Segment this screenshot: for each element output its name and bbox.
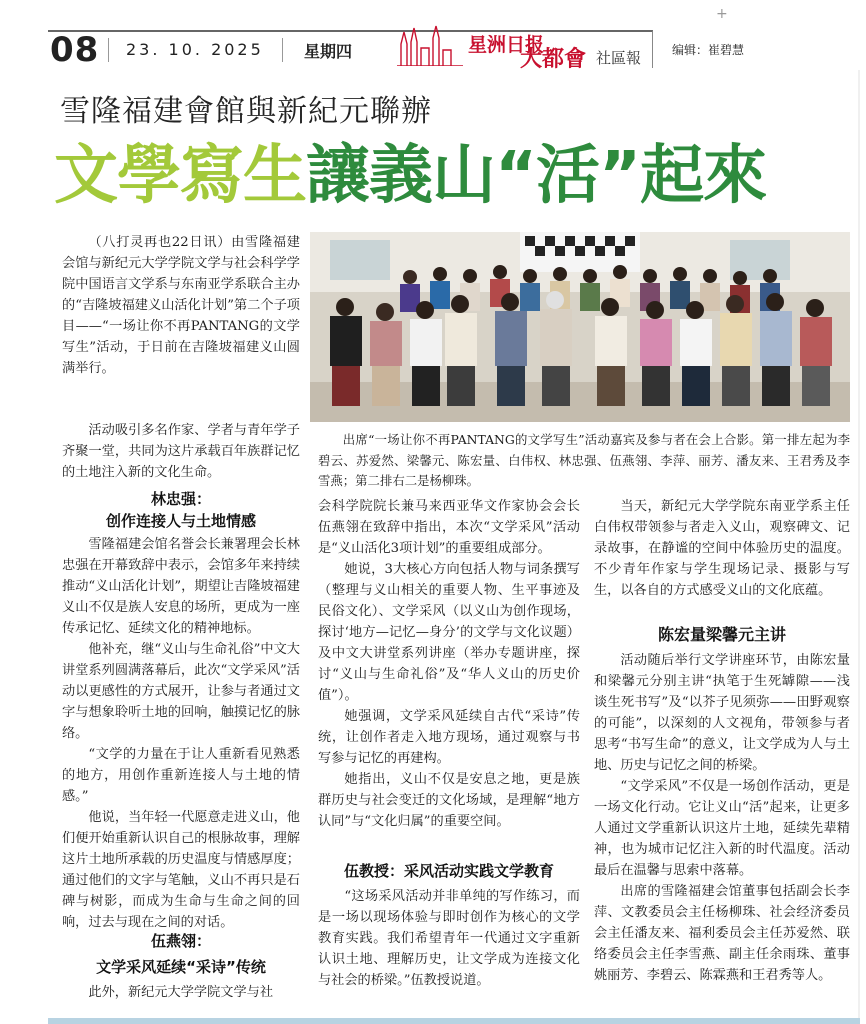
lead-text: （八打灵再也22日讯）由雪隆福建会馆与新纪元大学学院文学与社会科学学院中国语言文学系与东南亚学系联合主办的“吉隆坡福建义山活化计划”第二个子项目——“一场让你不再PANTANG的文学写生”活动，于日前在吉隆坡福建义山圆满举行。 xyxy=(62,235,300,376)
page-edge xyxy=(858,70,860,1020)
title-part-1: 文學寫生 xyxy=(54,139,306,213)
photo-caption: 出席“一场让你不再PANTANG的文学写生”活动嘉宾及参与者在会上合影。第一排左起为李碧云、苏爱然、梁馨元、陈宏量、白伟权、林忠强、伍燕翎、李萍、丽芳、潘友来、王君秀及李雪燕；第二排右二是杨柳珠。 xyxy=(318,432,850,488)
section-body xyxy=(62,982,300,1003)
header-divider xyxy=(108,38,109,62)
lead-paragraph xyxy=(62,232,300,379)
paragraph: 他补充，继“义山与生命礼俗”中文大讲堂系列圆满落幕后，此次“文学采风”活动以更感性的方式展开，让参与者通过文字与想象聆听土地的回响，触摸记忆的脉络。 xyxy=(62,642,300,741)
paragraph: 活动随后举行文学讲座环节，由陈宏量和梁馨元分别主讲“执笔于生死罅隙——浅谈生死书写”及“以芥子见须弥——田野观察的可能”，以深刻的人文视角，带领参与者思考“书写生命”的意义，让文学成为人与土地、历史与记忆之间的桥梁。 xyxy=(594,653,850,773)
paragraph: 她强调，文学采风延续自古代“采诗”传统，让创作者走入地方现场，通过观察与书写参与记忆的再建构。 xyxy=(318,709,580,766)
editor-credit: 编辑：崔碧慧 xyxy=(672,43,745,57)
paragraph: “文学的力量在于让人重新看见熟悉的地方，用创作重新连接人与土地的情感。” xyxy=(62,747,300,804)
page-header xyxy=(0,0,866,70)
column-3-body xyxy=(594,496,850,601)
paragraph: 她指出，义山不仅是安息之地，更是族群历史与社会变迁的文化场域，是理解“地方认同”与“文化归属”的重要空间。 xyxy=(318,772,580,829)
section-suffix: 社區報 xyxy=(596,49,642,67)
paragraph: 她说，3大核心方向包括人物与词条撰写（整理与义山相关的重要人物、生平事迹及民俗文化）、文学采风（以义山为创作现场，探讨‘地方—记忆—身分’的文学与文化议题）及中文大讲堂系列讲座（举办专题讲座，探讨“义山与生命礼俗”及“华人义山的历史价值”）。 xyxy=(318,562,580,703)
section-body xyxy=(62,534,300,933)
section-heading: 文学采风延续“采诗”传统 xyxy=(96,958,266,976)
section-heading: 伍燕翎： xyxy=(150,932,211,950)
article-subtitle: 雪隆福建會館與新紀元聯辦 xyxy=(60,94,432,129)
group-photo xyxy=(310,232,850,422)
paragraph: “这场采风活动并非单纯的写作练习，而是一场以现场体验与即时创作为核心的文学教育实践。我们希望青年一代通过文字重新认识土地、理解历史，让文学成为连接文化与社会的桥梁。”伍教授说道。 xyxy=(318,889,580,988)
paragraph: 他说，当年轻一代愿意走进义山，他们便开始重新认识自己的根脉故事，理解这片土地所承载的历史温度与情感厚度；通过他们的文字与笔触，义山不再只是石碑与树影，而成为生命与生命之间的回响，过去与现在之间的对话。 xyxy=(62,810,300,930)
section-body xyxy=(594,650,850,986)
paragraph: “文学采风”不仅是一场创作活动，更是一场文化行动。它让义山“活”起来，让更多人通过文学重新认识这片土地，延续先辈精神，也为城市记忆注入新的时代温度。活动最后在温馨与思索中落幕。 xyxy=(594,779,850,878)
paragraph: 雪隆福建会馆名誉会长兼署理会长林忠强在开幕致辞中表示，会馆多年来持续推动“义山活化计划”，期望让吉隆坡福建义山不仅是族人安息的场所，更成为一座传承记忆、延续文化的精神地标。 xyxy=(62,537,300,636)
paragraph: 此外，新纪元大学学院文学与社 xyxy=(88,985,274,1000)
paper-logo: 星洲日报 xyxy=(468,34,545,56)
section-heading: 创作连接人与土地情感 xyxy=(105,512,256,530)
issue-date: 23. 10. 2025 xyxy=(126,40,264,59)
intro-paragraph xyxy=(62,420,300,483)
city-skyline-icon xyxy=(395,24,465,66)
paragraph: 会科学院院长兼马来西亚华文作家协会会长伍燕翎在致辞中指出，本次“文学采风”活动是“义山活化3项计划”的重要组成部分。 xyxy=(318,499,580,556)
bottom-color-bar xyxy=(48,1018,860,1024)
article-title xyxy=(54,136,766,216)
section-heading: 林忠强： xyxy=(150,490,211,508)
header-divider xyxy=(282,38,283,62)
section-logo: 大都會 xyxy=(520,47,587,72)
page-number: 08 xyxy=(50,30,100,70)
section-body xyxy=(318,886,580,991)
crosshair-mark: + xyxy=(716,6,728,22)
title-part-2: 讓義山“活”起來 xyxy=(306,139,767,213)
paragraph: 当天，新纪元大学学院东南亚学系主任白伟权带领参与者走入义山，观察碑文、记录故事，在静谧的空间中体验历史的温度。不少青年作家与学生现场记录、摄影与写生，以各自的方式感受义山的文化底蕴。 xyxy=(594,499,850,598)
section-heading: 陈宏量梁馨元主讲 xyxy=(657,625,786,644)
paragraph: 出席的雪隆福建会馆董事包括副会长李萍、文教委员会主任杨柳珠、社会经济委员会主任潘友来、福利委员会主任苏爱然、联络委员会主任李雪燕、副主任余雨珠、董事姚丽芳、李碧云、陈霖燕和王君秀等人。 xyxy=(594,884,850,983)
issue-weekday: 星期四 xyxy=(304,42,353,61)
intro-text: 活动吸引多名作家、学者与青年学子齐聚一堂，共同为这片承载百年族群记忆的土地注入新的文化生命。 xyxy=(62,423,300,480)
column-2-body xyxy=(318,496,580,832)
section-heading: 伍教授：采风活动实践文学教育 xyxy=(343,862,554,880)
